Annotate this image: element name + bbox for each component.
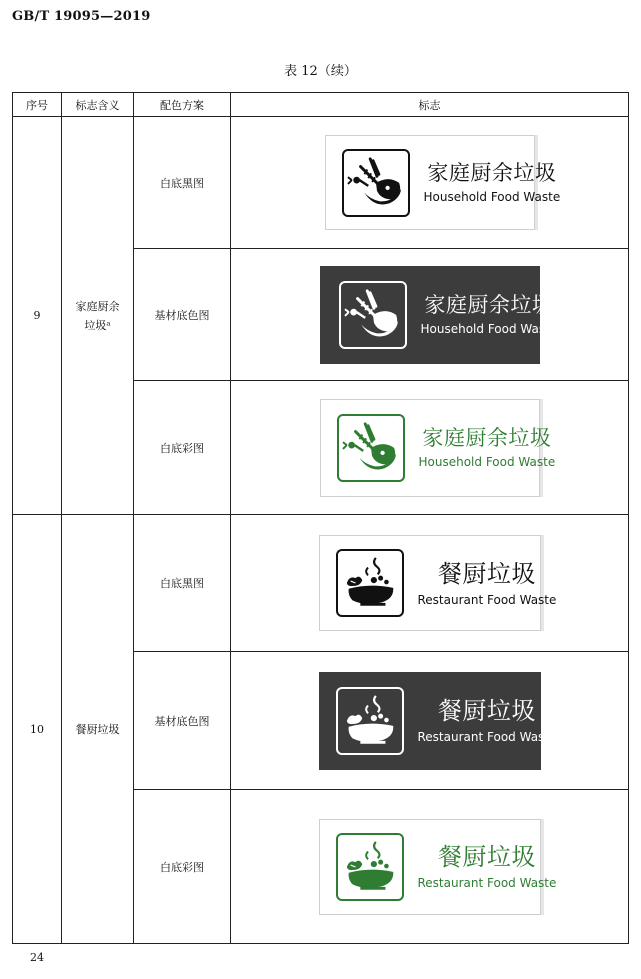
column-header-number: 序号 bbox=[13, 93, 62, 117]
household-food-waste-icon bbox=[347, 154, 405, 212]
icon-frame bbox=[342, 149, 410, 217]
sign-chinese-label: 餐厨垃圾 bbox=[437, 697, 536, 725]
sign-english-label: Household Food Waste bbox=[423, 190, 561, 204]
restaurant-food-waste-icon bbox=[341, 692, 399, 750]
color-scheme: 基材底色图 bbox=[134, 652, 231, 790]
household-food-waste-icon bbox=[342, 419, 400, 477]
sign-cell bbox=[231, 249, 629, 381]
sign-cell bbox=[231, 515, 629, 652]
sign-meaning bbox=[62, 117, 134, 515]
sign-english-label: Restaurant Food Waste bbox=[417, 730, 557, 744]
sign-chinese-label: 餐厨垃圾 bbox=[437, 559, 536, 588]
sign-cell bbox=[231, 381, 629, 515]
sign-meaning-line2: 垃圾ᵃ bbox=[84, 318, 111, 332]
sign-chinese-label: 家庭厨余垃圾 bbox=[424, 293, 554, 317]
icon-frame bbox=[336, 833, 404, 901]
sign-cell bbox=[231, 652, 629, 790]
row-number: 9 bbox=[13, 117, 62, 515]
color-scheme: 白底彩图 bbox=[134, 381, 231, 515]
row-number: 10 bbox=[13, 515, 62, 944]
restaurant-food-waste-icon bbox=[341, 554, 399, 612]
sign-cell bbox=[231, 790, 629, 944]
table-header-row bbox=[13, 93, 629, 117]
table-title: 表 12（续） bbox=[284, 64, 357, 79]
icon-frame bbox=[336, 687, 404, 755]
sign-meaning-line1: 家庭厨余 bbox=[75, 299, 120, 313]
color-scheme: 白底黑图 bbox=[134, 117, 231, 249]
column-header-color-scheme: 配色方案 bbox=[134, 93, 231, 117]
sign-english-label: Household Food Waste bbox=[420, 322, 558, 336]
column-header-sign: 标志 bbox=[231, 93, 629, 117]
sign-english-label: Household Food Waste bbox=[418, 455, 556, 469]
household-food-waste-icon bbox=[344, 286, 402, 344]
standard-number: GB/T 19095—2019 bbox=[12, 9, 151, 24]
sign-restaurant-food-waste-substrate bbox=[319, 672, 557, 770]
column-header-meaning: 标志含义 bbox=[62, 93, 134, 117]
icon-frame bbox=[336, 549, 404, 617]
sign-chinese-label: 家庭厨余垃圾 bbox=[427, 161, 557, 185]
color-scheme: 白底黑图 bbox=[134, 515, 231, 652]
sign-cell bbox=[231, 117, 629, 249]
sign-restaurant-food-waste-color bbox=[319, 819, 557, 915]
restaurant-food-waste-icon bbox=[341, 838, 399, 896]
sign-chinese-label: 餐厨垃圾 bbox=[437, 843, 536, 871]
icon-frame bbox=[337, 414, 405, 482]
sign-english-label: Restaurant Food Waste bbox=[417, 592, 557, 607]
sign-household-food-waste-black-on-white bbox=[325, 135, 561, 230]
table-row bbox=[13, 117, 629, 249]
color-scheme: 基材底色图 bbox=[134, 249, 231, 381]
page-number: 24 bbox=[30, 951, 44, 964]
signs-table bbox=[12, 92, 629, 944]
sign-meaning-line1: 餐厨垃圾 bbox=[75, 722, 120, 736]
sign-chinese-label: 家庭厨余垃圾 bbox=[422, 426, 552, 450]
sign-household-food-waste-substrate bbox=[320, 266, 558, 364]
sign-meaning bbox=[62, 515, 134, 944]
table-row bbox=[13, 515, 629, 652]
icon-frame bbox=[339, 281, 407, 349]
sign-english-label: Restaurant Food Waste bbox=[417, 876, 557, 890]
color-scheme: 白底彩图 bbox=[134, 790, 231, 944]
sign-restaurant-food-waste-black-on-white bbox=[319, 535, 557, 631]
sign-household-food-waste-color bbox=[320, 399, 556, 497]
